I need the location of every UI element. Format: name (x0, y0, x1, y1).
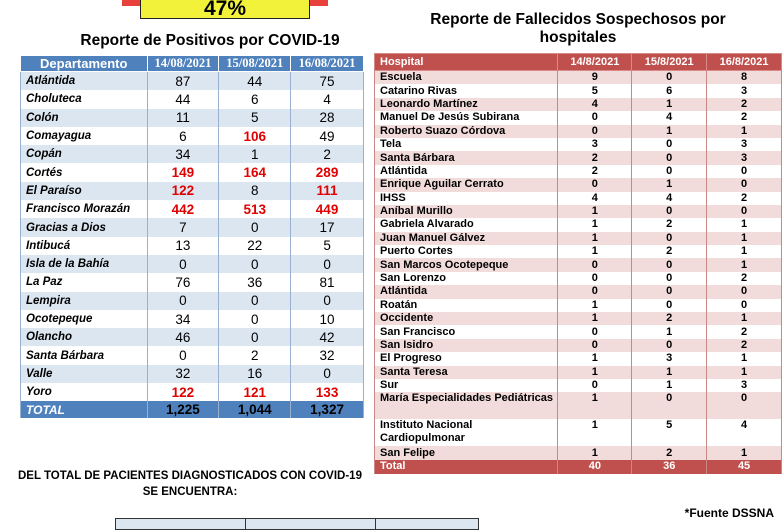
deaths-value: 6 (632, 84, 707, 97)
header-date-2: 15/08/2021 (219, 56, 291, 72)
deaths-total-row (375, 460, 782, 474)
department-name: Lempira (21, 292, 148, 310)
total-label: TOTAL (21, 401, 148, 418)
deaths-value: 0 (707, 299, 782, 312)
positives-value: 11 (147, 109, 219, 127)
deaths-value: 2 (707, 325, 782, 338)
hospital-name: Santa Teresa (375, 366, 558, 379)
hospital-name: Roatán (375, 299, 558, 312)
deaths-header-row (375, 54, 782, 71)
positives-value: 6 (219, 90, 291, 108)
deaths-value: 0 (707, 285, 782, 298)
deaths-value: 0 (558, 111, 632, 124)
department-name: El Paraíso (21, 182, 148, 200)
positives-value: 0 (219, 218, 291, 236)
deaths-value: 1 (707, 366, 782, 379)
hospital-name: Puerto Cortes (375, 245, 558, 258)
positives-total-row (21, 401, 364, 418)
positives-value: 42 (291, 328, 364, 346)
positives-value: 0 (219, 310, 291, 328)
table-row (21, 218, 364, 236)
positives-value: 513 (219, 200, 291, 218)
deaths-value: 1 (558, 392, 632, 419)
positives-value: 164 (219, 163, 291, 181)
header-date-2: 15/8/2021 (632, 54, 707, 71)
table-row (21, 365, 364, 383)
table-row (21, 237, 364, 255)
table-row (375, 71, 782, 85)
hospital-name: Roberto Suazo Córdova (375, 125, 558, 138)
department-name: Olancho (21, 328, 148, 346)
deaths-value: 0 (632, 392, 707, 419)
deaths-value: 4 (632, 192, 707, 205)
table-row (21, 109, 364, 127)
deaths-value: 4 (558, 192, 632, 205)
table-row (21, 127, 364, 145)
total-value: 1,327 (291, 401, 364, 418)
positives-value: 28 (291, 109, 364, 127)
table-row (375, 379, 782, 392)
deaths-value: 2 (632, 245, 707, 258)
table-row (375, 98, 782, 111)
positives-value: 44 (147, 90, 219, 108)
table-row (375, 446, 782, 459)
total-value: 1,044 (219, 401, 291, 418)
positives-value: 0 (291, 255, 364, 273)
header-departamento: Departamento (21, 56, 148, 72)
table-row (375, 272, 782, 285)
table-row (375, 165, 782, 178)
deaths-value: 0 (632, 151, 707, 164)
header-date-1: 14/08/2021 (147, 56, 219, 72)
deaths-value: 3 (707, 138, 782, 151)
positives-value: 13 (147, 237, 219, 255)
deaths-value: 2 (707, 98, 782, 111)
deaths-value: 0 (558, 178, 632, 191)
deaths-value: 1 (558, 419, 632, 446)
deaths-value: 0 (558, 272, 632, 285)
table-row (21, 255, 364, 273)
department-name: Francisco Morazán (21, 200, 148, 218)
table-row (21, 292, 364, 310)
deaths-value: 3 (707, 151, 782, 164)
deaths-value: 5 (558, 84, 632, 97)
department-name: Intibucá (21, 237, 148, 255)
deaths-value: 1 (632, 98, 707, 111)
deaths-value: 2 (707, 339, 782, 352)
deaths-value: 9 (558, 71, 632, 85)
deaths-value: 1 (558, 299, 632, 312)
table-row (375, 125, 782, 138)
hospital-name: Tela (375, 138, 558, 151)
positives-value: 149 (147, 163, 219, 181)
positives-value: 0 (291, 365, 364, 383)
deaths-value: 4 (632, 111, 707, 124)
deaths-value: 8 (707, 71, 782, 85)
hospital-name: Escuela (375, 71, 558, 85)
deaths-value: 4 (558, 98, 632, 111)
department-name: Yoro (21, 383, 148, 401)
department-name: Copán (21, 145, 148, 163)
hospital-name: María Especialidades Pediátricas (375, 392, 558, 419)
total-value: 45 (707, 460, 782, 474)
total-label: Total (375, 460, 558, 474)
positives-value: 0 (147, 292, 219, 310)
table-row (375, 138, 782, 151)
department-name: Cortés (21, 163, 148, 181)
table-row (21, 328, 364, 346)
department-name: Colón (21, 109, 148, 127)
deaths-value: 2 (632, 218, 707, 231)
positives-value: 0 (219, 255, 291, 273)
department-name: Gracias a Dios (21, 218, 148, 236)
table-row (375, 392, 782, 419)
positives-value: 122 (147, 383, 219, 401)
positives-value: 121 (219, 383, 291, 401)
positives-table (20, 55, 364, 418)
table-row (375, 245, 782, 258)
deaths-value: 0 (632, 258, 707, 271)
hospital-name: Sur (375, 379, 558, 392)
deaths-value: 0 (707, 165, 782, 178)
hospital-name: Manuel De Jesús Subirana (375, 111, 558, 124)
deaths-value: 0 (558, 285, 632, 298)
deaths-value: 4 (707, 419, 782, 446)
deaths-value: 0 (558, 125, 632, 138)
department-name: Ocotepeque (21, 310, 148, 328)
deaths-value: 1 (707, 125, 782, 138)
positives-value: 122 (147, 182, 219, 200)
deaths-value: 0 (558, 339, 632, 352)
total-value: 40 (558, 460, 632, 474)
positives-value: 0 (147, 346, 219, 364)
deaths-value: 0 (558, 379, 632, 392)
deaths-value: 0 (707, 392, 782, 419)
positives-value: 0 (291, 292, 364, 310)
percentage-value: 47% (203, 0, 247, 19)
deaths-value: 1 (632, 325, 707, 338)
hospital-name: Catarino Rivas (375, 84, 558, 97)
deaths-value: 3 (707, 379, 782, 392)
deaths-report-title: Reporte de Fallecidos Sospechosos por hospitales (430, 11, 726, 46)
deaths-value: 2 (707, 111, 782, 124)
table-row (375, 325, 782, 338)
deaths-value: 1 (558, 245, 632, 258)
table-row (375, 178, 782, 191)
summary-table-edge (115, 518, 479, 530)
table-row (375, 366, 782, 379)
positives-value: 32 (291, 346, 364, 364)
deaths-value: 2 (632, 312, 707, 325)
hospital-name: IHSS (375, 192, 558, 205)
hospital-name: San Lorenzo (375, 272, 558, 285)
positives-value: 8 (219, 182, 291, 200)
deaths-value: 2 (558, 165, 632, 178)
table-row (375, 151, 782, 164)
deaths-value: 1 (707, 446, 782, 459)
table-row (375, 299, 782, 312)
header-date-3: 16/08/2021 (291, 56, 364, 72)
table-row (21, 90, 364, 108)
positives-value: 44 (219, 72, 291, 91)
hospital-name: Instituto Nacional Cardiopulmonar (375, 419, 558, 446)
hospital-name: Enrique Aguilar Cerrato (375, 178, 558, 191)
hospital-name: San Francisco (375, 325, 558, 338)
hospital-name: Leonardo Martínez (375, 98, 558, 111)
deaths-value: 1 (558, 218, 632, 231)
positives-value: 76 (147, 273, 219, 291)
deaths-value: 2 (707, 272, 782, 285)
deaths-value: 0 (632, 165, 707, 178)
deaths-value: 1 (707, 258, 782, 271)
deaths-value: 0 (632, 299, 707, 312)
deaths-value: 1 (558, 446, 632, 459)
deaths-value: 0 (632, 285, 707, 298)
positives-value: 5 (291, 237, 364, 255)
deaths-value: 3 (632, 352, 707, 365)
deaths-value: 1 (558, 312, 632, 325)
table-row (375, 111, 782, 124)
percentage-banner (140, 0, 310, 19)
positives-header-row (21, 56, 364, 72)
positives-value: 49 (291, 127, 364, 145)
deaths-value: 0 (632, 71, 707, 85)
department-name: Valle (21, 365, 148, 383)
table-row (375, 285, 782, 298)
positives-value: 16 (219, 365, 291, 383)
deaths-value: 1 (558, 352, 632, 365)
deaths-value: 5 (632, 419, 707, 446)
positives-value: 32 (147, 365, 219, 383)
deaths-value: 2 (707, 192, 782, 205)
positives-value: 442 (147, 200, 219, 218)
positives-value: 449 (291, 200, 364, 218)
hospital-name: Santa Bárbara (375, 151, 558, 164)
department-name: La Paz (21, 273, 148, 291)
header-date-1: 14/8/2021 (558, 54, 632, 71)
deaths-table (374, 53, 782, 474)
table-row (375, 339, 782, 352)
positives-value: 81 (291, 273, 364, 291)
table-row (21, 383, 364, 401)
deaths-value: 1 (632, 366, 707, 379)
hospital-name: Juan Manuel Gálvez (375, 232, 558, 245)
header-hospital: Hospital (375, 54, 558, 71)
positives-value: 22 (219, 237, 291, 255)
table-row (375, 218, 782, 231)
deaths-value: 0 (632, 232, 707, 245)
department-name: Comayagua (21, 127, 148, 145)
hospital-name: El Progreso (375, 352, 558, 365)
table-row (21, 346, 364, 364)
hospital-name: Atlántida (375, 165, 558, 178)
header-date-3: 16/8/2021 (707, 54, 782, 71)
table-row (375, 205, 782, 218)
deaths-value: 1 (558, 232, 632, 245)
table-row (21, 310, 364, 328)
hospital-name: Aníbal Murillo (375, 205, 558, 218)
table-row (21, 72, 364, 91)
positives-value: 6 (147, 127, 219, 145)
positives-report-title: Reporte de Positivos por COVID-19 (80, 32, 340, 49)
department-name: Santa Bárbara (21, 346, 148, 364)
deaths-value: 0 (632, 339, 707, 352)
positives-value: 133 (291, 383, 364, 401)
deaths-value: 0 (558, 325, 632, 338)
hospital-name: San Marcos Ocotepeque (375, 258, 558, 271)
department-name: Choluteca (21, 90, 148, 108)
positives-value: 289 (291, 163, 364, 181)
total-value: 36 (632, 460, 707, 474)
positives-value: 7 (147, 218, 219, 236)
positives-value: 4 (291, 90, 364, 108)
deaths-value: 1 (707, 312, 782, 325)
table-row (21, 182, 364, 200)
positives-value: 5 (219, 109, 291, 127)
deaths-value: 1 (558, 205, 632, 218)
hospital-name: Gabriela Alvarado (375, 218, 558, 231)
positives-value: 17 (291, 218, 364, 236)
table-row (21, 273, 364, 291)
table-row (375, 232, 782, 245)
deaths-value: 0 (707, 178, 782, 191)
positives-value: 0 (219, 292, 291, 310)
positives-value: 10 (291, 310, 364, 328)
table-row (375, 419, 782, 446)
deaths-value: 1 (632, 125, 707, 138)
table-row (375, 84, 782, 97)
positives-value: 2 (219, 346, 291, 364)
positives-value: 46 (147, 328, 219, 346)
positives-value: 34 (147, 145, 219, 163)
positives-value: 106 (219, 127, 291, 145)
deaths-value: 0 (558, 258, 632, 271)
table-row (375, 352, 782, 365)
department-name: Atlántida (21, 72, 148, 91)
deaths-value: 1 (707, 218, 782, 231)
deaths-value: 2 (558, 151, 632, 164)
deaths-value: 1 (632, 379, 707, 392)
positives-value: 75 (291, 72, 364, 91)
deaths-value: 1 (707, 245, 782, 258)
hospital-name: Occidente (375, 312, 558, 325)
total-value: 1,225 (147, 401, 219, 418)
deaths-value: 0 (632, 272, 707, 285)
positives-value: 111 (291, 182, 364, 200)
table-row (21, 145, 364, 163)
table-row (375, 192, 782, 205)
table-row (375, 312, 782, 325)
deaths-value: 2 (632, 446, 707, 459)
hospital-name: Atlántida (375, 285, 558, 298)
positives-value: 0 (219, 328, 291, 346)
deaths-value: 1 (707, 232, 782, 245)
deaths-value: 1 (632, 178, 707, 191)
positives-value: 0 (147, 255, 219, 273)
positives-value: 1 (219, 145, 291, 163)
positives-value: 87 (147, 72, 219, 91)
deaths-value: 3 (707, 84, 782, 97)
department-name: Isla de la Bahía (21, 255, 148, 273)
positives-value: 36 (219, 273, 291, 291)
deaths-value: 0 (632, 205, 707, 218)
table-row (21, 200, 364, 218)
deaths-value: 3 (558, 138, 632, 151)
patients-summary-text: DEL TOTAL DE PACIENTES DIAGNOSTICADOS CON COVID-19 SE ENCUENTRA: (18, 470, 362, 498)
positives-value: 2 (291, 145, 364, 163)
deaths-value: 1 (558, 366, 632, 379)
deaths-value: 0 (632, 138, 707, 151)
hospital-name: San Isidro (375, 339, 558, 352)
table-row (21, 163, 364, 181)
deaths-value: 0 (707, 205, 782, 218)
hospital-name: San Felipe (375, 446, 558, 459)
positives-value: 34 (147, 310, 219, 328)
source-note: *Fuente DSSNA (684, 506, 774, 520)
deaths-value: 1 (707, 352, 782, 365)
table-row (375, 258, 782, 271)
